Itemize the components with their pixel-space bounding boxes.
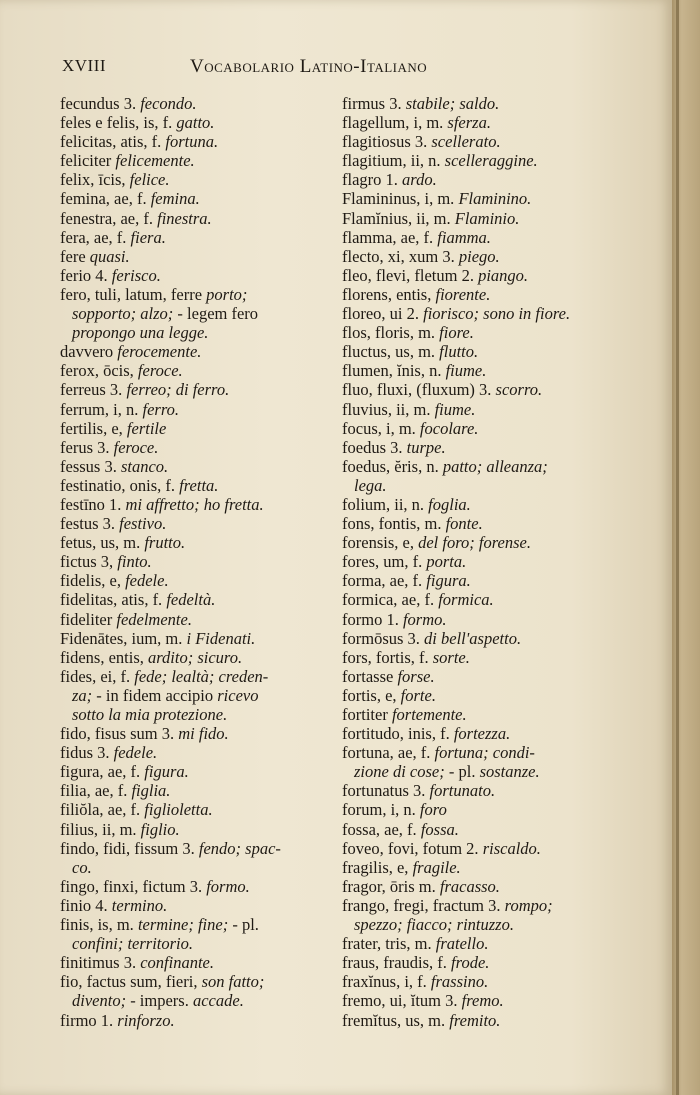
entry-headword: fortuna, ae, f.	[342, 743, 431, 763]
entry-headword: felix, īcis,	[60, 170, 126, 190]
entry-note: - in fidem accipio	[96, 685, 214, 705]
dictionary-entry	[342, 438, 664, 457]
page-title: Vocabolario Latino-Italiano	[190, 56, 428, 77]
entry-headword: feles e felis, is, f.	[60, 113, 173, 133]
entry-headword: frango, fregi, fractum 3.	[342, 895, 501, 915]
entry-definition: fedele.	[125, 571, 169, 591]
entry-headword: formica, ae, f.	[342, 590, 435, 610]
dictionary-entry	[60, 457, 328, 476]
entry-headword: fluvius, ii, m.	[342, 399, 431, 419]
dictionary-entry	[60, 781, 328, 800]
entry-headword: Fidenātes, ium, m.	[60, 628, 183, 648]
entry-definition: ferocemente.	[117, 342, 202, 362]
entry-definition: focolare.	[419, 418, 479, 438]
entry-definition: figlioletta.	[144, 800, 213, 820]
entry-headword: festīno 1.	[60, 494, 122, 514]
entry-definition: spezzo; fiacco; rintuzzo.	[354, 915, 514, 935]
entry-headword: fidelis, e,	[60, 571, 121, 591]
dictionary-entry	[342, 571, 664, 590]
entry-definition: fonte.	[445, 514, 483, 534]
entry-headword: fleo, flevi, fletum 2.	[342, 265, 474, 285]
dictionary-entry	[60, 724, 328, 743]
entry-headword: fenestra, ae, f.	[60, 208, 153, 228]
entry-headword: ferox, ōcis,	[60, 361, 134, 381]
dictionary-entry	[60, 419, 328, 438]
entry-definition: scorro.	[495, 380, 543, 400]
dictionary-entry	[342, 991, 664, 1010]
entry-definition: stabile; saldo.	[405, 94, 500, 113]
entry-headword: flagro 1.	[342, 170, 398, 190]
entry-definition: fortemente.	[391, 705, 467, 724]
entry-definition: fedeltà.	[166, 590, 216, 610]
entry-headword: fero, tuli, latum, ferre	[60, 284, 203, 304]
dictionary-entry	[342, 1011, 664, 1030]
entry-definition: figlia.	[131, 781, 171, 801]
entry-headword: floreo, ui 2.	[342, 304, 419, 324]
entry-definition: accade.	[192, 991, 244, 1011]
entry-definition: divento;	[72, 991, 127, 1011]
entry-headword: filiŏla, ae, f.	[60, 800, 141, 820]
dictionary-entry	[342, 934, 664, 953]
entry-definition: ricevo	[217, 685, 259, 705]
dictionary-entry	[60, 476, 328, 495]
entry-headword: forma, ae, f.	[342, 571, 423, 591]
dictionary-entry	[60, 629, 328, 648]
entry-definition: fiume.	[434, 399, 476, 419]
entry-headword: fidelitas, atis, f.	[60, 590, 163, 610]
entry-definition: scellerato.	[431, 132, 501, 152]
entry-headword: flos, floris, m.	[342, 323, 436, 343]
entry-headword: fortunatus 3.	[342, 781, 426, 801]
entry-definition: fendo; spac-	[198, 838, 281, 858]
entry-definition: sopporto; alzo;	[72, 304, 174, 324]
dictionary-entry	[342, 724, 664, 743]
entry-headword: fortis, e,	[342, 685, 397, 705]
entry-definition: patto; alleanza;	[442, 456, 548, 476]
entry-definition: scelleraggine.	[444, 151, 538, 171]
entry-definition: forte.	[400, 685, 436, 705]
dictionary-entry	[342, 648, 664, 667]
entry-headword: folium, ii, n.	[342, 494, 425, 514]
book-spine	[676, 0, 679, 1095]
entry-headword: forum, i, n.	[342, 800, 416, 820]
entry-headword: fraus, fraudis, f.	[342, 953, 447, 973]
entry-definition: fratello.	[435, 934, 489, 954]
entry-headword: fecundus 3.	[60, 94, 137, 113]
dictionary-entry	[342, 132, 664, 151]
dictionary-entry	[60, 705, 328, 724]
entry-headword: formo 1.	[342, 609, 399, 629]
entry-headword: finis, is, m.	[60, 915, 134, 935]
dictionary-entry	[60, 972, 328, 991]
entry-definition: lega.	[354, 475, 387, 495]
entry-headword: foveo, fovi, fotum 2.	[342, 838, 479, 858]
dictionary-entry	[60, 953, 328, 972]
entry-definition: fretta.	[179, 475, 219, 495]
entry-definition: fiera.	[130, 227, 166, 247]
entry-definition: ferro.	[142, 399, 179, 419]
dictionary-entry	[60, 1011, 328, 1030]
entry-definition: propongo una legge.	[72, 323, 209, 343]
entry-definition: porta.	[426, 552, 467, 572]
entry-note: - pl.	[448, 762, 476, 782]
entry-definition: fortezza.	[453, 724, 511, 744]
dictionary-entry	[60, 228, 328, 247]
dictionary-entry	[60, 877, 328, 896]
entry-definition: fortunato.	[429, 781, 496, 801]
entry-definition: sostanze.	[479, 762, 540, 782]
dictionary-entry	[342, 94, 664, 113]
dictionary-entry	[342, 170, 664, 189]
dictionary-entry	[60, 552, 328, 571]
entry-definition: confinante.	[140, 953, 214, 973]
entry-definition: termine; fine;	[137, 915, 229, 935]
entry-headword: fragilis, e,	[342, 857, 409, 877]
entry-headword: fictus 3,	[60, 552, 114, 572]
dictionary-entry	[60, 342, 328, 361]
entry-definition: fedelmente.	[116, 609, 192, 629]
entry-definition: fiore.	[439, 323, 474, 343]
dictionary-entry	[342, 896, 664, 915]
entry-definition: riscaldo.	[482, 838, 541, 858]
dictionary-entry	[342, 743, 664, 762]
dictionary-entry	[60, 991, 328, 1010]
entry-definition: gatto.	[176, 113, 215, 133]
dictionary-entry	[60, 189, 328, 208]
entry-headword: fremo, ui, ĭtum 3.	[342, 991, 458, 1011]
entry-definition: feroce.	[113, 437, 159, 457]
entry-definition: fertile	[126, 418, 167, 438]
running-head	[62, 56, 472, 80]
entry-definition: quasi.	[89, 246, 130, 266]
entry-definition: sferza.	[447, 113, 491, 133]
entry-headword: fragor, ōris m.	[342, 876, 436, 896]
dictionary-entry	[342, 342, 664, 361]
entry-definition: Flaminino.	[458, 189, 532, 209]
entry-headword: fido, fisus sum 3.	[60, 724, 175, 744]
dictionary-entry	[60, 304, 328, 323]
entry-headword: ferio 4.	[60, 265, 108, 285]
entry-headword: flagellum, i, m.	[342, 113, 444, 133]
dictionary-entry	[60, 686, 328, 705]
dictionary-entry	[60, 151, 328, 170]
dictionary-entry	[60, 132, 328, 151]
entry-definition: fede; lealtà; creden-	[134, 666, 269, 686]
dictionary-entry	[60, 323, 328, 342]
entry-headword: festinatio, onis, f.	[60, 475, 176, 495]
entry-headword: fraxĭnus, i, f.	[342, 972, 427, 992]
dictionary-entry	[60, 820, 328, 839]
entry-headword: fortitudo, inis, f.	[342, 724, 450, 744]
entry-headword: filia, ae, f.	[60, 781, 128, 801]
dictionary-entry	[342, 228, 664, 247]
entry-definition: fedele.	[113, 743, 158, 763]
entry-definition: felicemente.	[115, 151, 195, 171]
entry-headword: ferrum, i, n.	[60, 399, 139, 419]
entry-headword: fons, fontis, m.	[342, 514, 442, 534]
entry-headword: fossa, ae, f.	[342, 819, 417, 839]
entry-definition: frassino.	[430, 972, 489, 992]
entry-headword: fera, ae, f.	[60, 227, 127, 247]
entry-definition: fragile.	[412, 857, 461, 877]
entry-headword: Flamininus, i, m.	[342, 189, 455, 209]
dictionary-entry	[60, 915, 328, 934]
entry-headword: frater, tris, m.	[342, 934, 432, 954]
dictionary-entry	[342, 400, 664, 419]
entry-headword: felicitas, atis, f.	[60, 132, 162, 152]
dictionary-entry	[60, 858, 328, 877]
entry-definition: foro	[419, 800, 447, 820]
entry-headword: femina, ae, f.	[60, 189, 147, 209]
entry-definition: frutto.	[144, 533, 186, 553]
entry-headword: firmo 1.	[60, 1010, 114, 1030]
entry-headword: festus 3.	[60, 514, 115, 534]
dictionary-entry	[60, 113, 328, 132]
dictionary-entry	[342, 610, 664, 629]
entry-definition: finestra.	[157, 208, 212, 228]
entry-headword: fingo, finxi, fictum 3.	[60, 876, 203, 896]
entry-headword: fores, um, f.	[342, 552, 423, 572]
dictionary-entry	[342, 285, 664, 304]
dictionary-entry	[342, 915, 664, 934]
dictionary-entry	[342, 495, 664, 514]
entry-definition: di bell'aspetto.	[424, 628, 522, 648]
entry-headword: davvero	[60, 342, 114, 362]
entry-note: - impers.	[130, 991, 189, 1011]
entry-headword: Flamĭnius, ii, m.	[342, 208, 451, 228]
entry-definition: flutto.	[439, 342, 479, 362]
entry-definition: femina.	[150, 189, 200, 209]
entry-headword: fio, factus sum, fieri,	[60, 972, 198, 992]
entry-definition: fiume.	[445, 361, 487, 381]
dictionary-entry	[342, 686, 664, 705]
entry-definition: formo.	[206, 876, 250, 896]
entry-definition: confini; territorio.	[72, 934, 193, 954]
dictionary-entry	[342, 839, 664, 858]
dictionary-entry	[342, 858, 664, 877]
entry-headword: fremĭtus, us, m.	[342, 1010, 446, 1030]
entry-headword: fluo, fluxi, (fluxum) 3.	[342, 380, 492, 400]
dictionary-entry	[60, 380, 328, 399]
entry-definition: ardito; sicuro.	[148, 647, 243, 667]
entry-definition: forse.	[397, 666, 435, 686]
entry-headword: fortiter	[342, 705, 388, 724]
dictionary-entry	[60, 495, 328, 514]
entry-definition: frode.	[451, 953, 490, 973]
entry-headword: flagitiosus 3.	[342, 132, 428, 152]
dictionary-entry	[342, 419, 664, 438]
dictionary-entry	[342, 667, 664, 686]
dictionary-entry	[60, 610, 328, 629]
dictionary-entry	[60, 571, 328, 590]
dictionary-entry	[342, 476, 664, 495]
entry-definition: porto;	[206, 284, 248, 304]
entry-definition: fremito.	[449, 1010, 501, 1030]
entry-headword: fluctus, us, m.	[342, 342, 436, 362]
dictionary-entry	[60, 839, 328, 858]
dictionary-entry	[342, 323, 664, 342]
dictionary-entry	[342, 189, 664, 208]
entry-headword: focus, i, m.	[342, 418, 416, 438]
dictionary-entry	[342, 113, 664, 132]
dictionary-entry	[342, 151, 664, 170]
entry-definition: piango.	[478, 265, 529, 285]
dictionary-entry	[60, 648, 328, 667]
entry-definition: fracasso.	[439, 876, 500, 896]
entry-definition: fortuna; condi-	[434, 743, 535, 763]
entry-definition: ferisco.	[111, 265, 161, 285]
entry-headword: fetus, us, m.	[60, 533, 141, 553]
entry-headword: fidus 3.	[60, 743, 110, 763]
dictionary-entry	[342, 380, 664, 399]
dictionary-entry	[342, 781, 664, 800]
entry-definition: festivo.	[119, 514, 167, 534]
dictionary-entry	[60, 285, 328, 304]
entry-definition: son fatto;	[201, 972, 265, 992]
entry-definition: piego.	[458, 246, 500, 266]
entry-definition: termino.	[111, 895, 168, 915]
entry-headword: findo, fidi, fissum 3.	[60, 838, 195, 858]
dictionary-entry	[60, 514, 328, 533]
dictionary-entry	[342, 361, 664, 380]
dictionary-entry	[342, 247, 664, 266]
entry-note: - pl.	[232, 915, 259, 935]
entry-definition: del foro; forense.	[418, 533, 531, 553]
entry-headword: flamma, ae, f.	[342, 227, 434, 247]
entry-headword: feliciter	[60, 151, 112, 171]
entry-definition: figura.	[144, 762, 189, 782]
entry-headword: finitimus 3.	[60, 953, 137, 973]
dictionary-entry	[342, 304, 664, 323]
entry-headword: forensis, e,	[342, 533, 414, 553]
dictionary-entry	[60, 800, 328, 819]
entry-headword: fessus 3.	[60, 456, 117, 476]
dictionary-entry	[342, 953, 664, 972]
dictionary-entry	[342, 266, 664, 285]
left-column	[60, 94, 328, 1030]
entry-definition: co.	[72, 857, 92, 877]
dictionary-entry	[342, 762, 664, 781]
entry-definition: felice.	[129, 170, 170, 190]
entry-definition: ardo.	[402, 170, 437, 190]
dictionary-entry	[60, 247, 328, 266]
dictionary-entry	[342, 972, 664, 991]
dictionary-entry	[342, 533, 664, 552]
entry-definition: rinforzo.	[117, 1010, 175, 1030]
entry-definition: fremo.	[461, 991, 504, 1011]
right-column	[342, 94, 664, 1030]
dictionary-entry	[60, 934, 328, 953]
dictionary-entry	[342, 590, 664, 609]
entry-headword: flumen, ĭnis, n.	[342, 361, 442, 381]
entry-headword: filius, ii, m.	[60, 819, 137, 839]
entry-headword: fors, fortis, f.	[342, 647, 429, 667]
entry-headword: fides, ei, f.	[60, 666, 131, 686]
entry-definition: foglia.	[428, 494, 471, 514]
entry-definition: fossa.	[420, 819, 459, 839]
entry-definition: zione di cose;	[354, 762, 445, 782]
entry-headword: flecto, xi, xum 3.	[342, 246, 455, 266]
dictionary-entry	[60, 896, 328, 915]
dictionary-entry	[342, 877, 664, 896]
entry-headword: fere	[60, 246, 86, 266]
entry-definition: Flaminio.	[454, 208, 520, 228]
entry-headword: finio 4.	[60, 895, 108, 915]
entry-definition: sorte.	[432, 647, 470, 667]
entry-definition: fiorisco; sono in fiore.	[423, 304, 571, 324]
entry-definition: figlio.	[140, 819, 180, 839]
entry-headword: fertilis, e,	[60, 418, 123, 438]
entry-headword: ferus 3.	[60, 437, 110, 457]
entry-definition: turpe.	[406, 437, 446, 457]
entry-headword: foedus, ĕris, n.	[342, 456, 439, 476]
dictionary-entry	[342, 820, 664, 839]
dictionary-entry	[342, 457, 664, 476]
dictionary-entry	[60, 361, 328, 380]
entry-headword: flagitium, ii, n.	[342, 151, 441, 171]
dictionary-entry	[60, 400, 328, 419]
page-number: XVIII	[62, 56, 107, 75]
entry-headword: figura, ae, f.	[60, 762, 141, 782]
dictionary-entry	[342, 552, 664, 571]
entry-headword: foedus 3.	[342, 437, 403, 457]
dictionary-entry	[342, 629, 664, 648]
entry-headword: firmus 3.	[342, 94, 402, 113]
entry-definition: figura.	[426, 571, 471, 591]
entry-definition: feroce.	[137, 361, 183, 381]
entry-headword: formōsus 3.	[342, 628, 420, 648]
entry-note: - legem fero	[177, 304, 259, 324]
dictionary-entry	[60, 533, 328, 552]
entry-definition: stanco.	[120, 456, 169, 476]
entry-headword: florens, entis,	[342, 284, 432, 304]
entry-headword: ferreus 3.	[60, 380, 123, 400]
entry-headword: fideliter	[60, 609, 113, 629]
entry-headword: fortasse	[342, 666, 394, 686]
entry-definition: sotto la mia protezione.	[72, 705, 228, 724]
entry-definition: mi affretto; ho fretta.	[125, 494, 264, 514]
entry-headword: fidens, entis,	[60, 647, 144, 667]
entry-definition: fiorente.	[435, 284, 491, 304]
entry-definition: fiamma.	[437, 227, 491, 247]
dictionary-entry	[342, 514, 664, 533]
entry-definition: finto.	[117, 552, 152, 572]
dictionary-entry	[60, 590, 328, 609]
dictionary-entry	[60, 170, 328, 189]
dictionary-entry	[60, 94, 328, 113]
entry-definition: mi fido.	[178, 724, 229, 744]
dictionary-entry	[342, 800, 664, 819]
entry-definition: i Fidenati.	[186, 628, 256, 648]
entry-definition: fortuna.	[165, 132, 219, 152]
dictionary-entry	[342, 209, 664, 228]
entry-definition: za;	[72, 685, 93, 705]
entry-definition: ferreo; di ferro.	[126, 380, 230, 400]
dictionary-entry	[60, 762, 328, 781]
dictionary-entry	[60, 266, 328, 285]
dictionary-entry	[60, 438, 328, 457]
dictionary-entry	[60, 743, 328, 762]
dictionary-entry	[342, 705, 664, 724]
entry-definition: formo.	[402, 609, 447, 629]
entry-definition: formica.	[438, 590, 494, 610]
dictionary-entry	[60, 667, 328, 686]
entry-definition: fecondo.	[140, 94, 197, 113]
dictionary-entry	[60, 209, 328, 228]
entry-definition: rompo;	[504, 895, 553, 915]
